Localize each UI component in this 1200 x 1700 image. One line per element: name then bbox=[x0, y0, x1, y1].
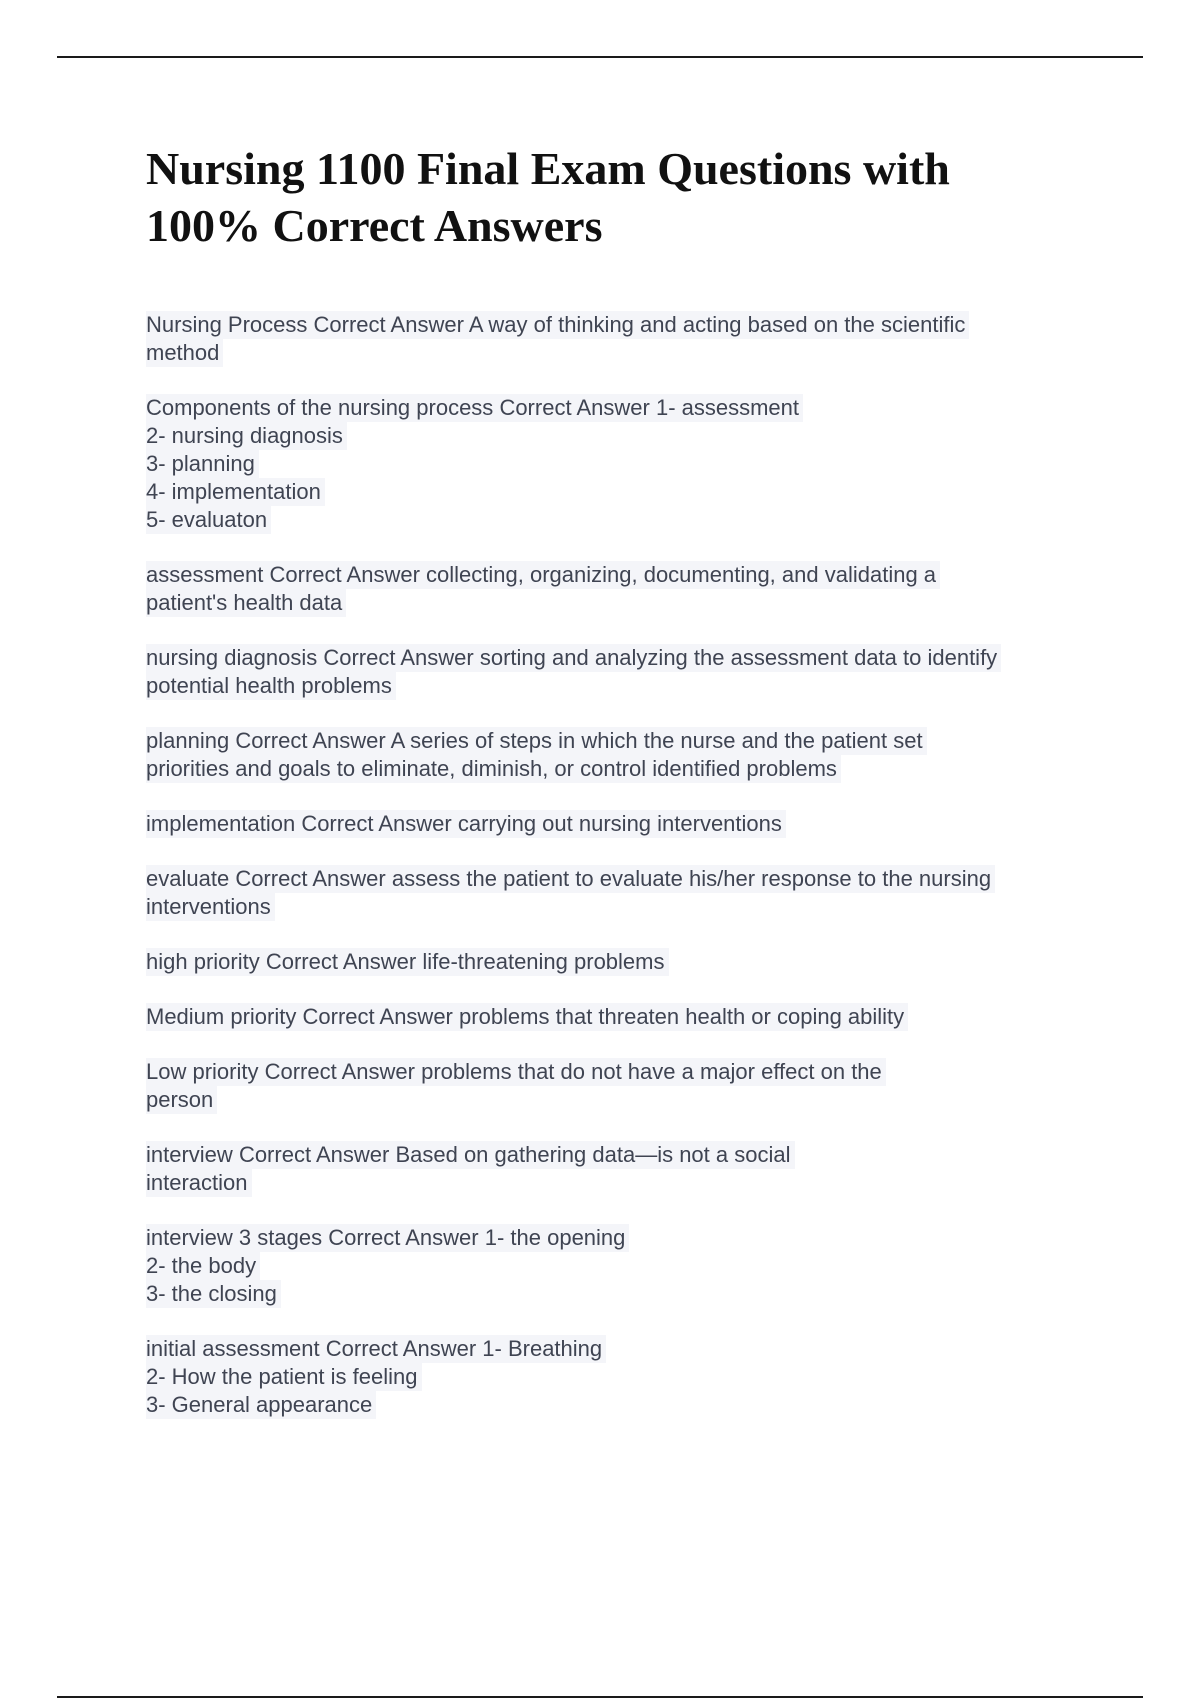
qa-term: high priority bbox=[146, 949, 260, 974]
answer-text: Based on gathering data—is not a social bbox=[395, 1142, 791, 1167]
header-rule bbox=[57, 56, 1143, 58]
answer-text: collecting, organizing, documenting, and validating a bbox=[426, 562, 937, 587]
correct-answer-label: Correct Answer bbox=[235, 728, 386, 753]
answer-text: A way of thinking and acting based on the scientific bbox=[468, 312, 966, 337]
qa-term: interview bbox=[146, 1142, 233, 1167]
qa-term: Medium priority bbox=[146, 1004, 297, 1029]
qa-list bbox=[146, 311, 1106, 1419]
title-line: Nursing 1100 Final Exam Questions with bbox=[146, 143, 950, 194]
answer-text: 1- assessment bbox=[655, 395, 800, 420]
footer-rule bbox=[57, 1696, 1143, 1698]
qa-term: interview 3 stages bbox=[146, 1225, 323, 1250]
answer-text: life-threatening problems bbox=[422, 949, 665, 974]
qa-entry bbox=[146, 1058, 1106, 1114]
answer-line: method bbox=[146, 339, 223, 367]
qa-term: implementation bbox=[146, 811, 296, 836]
qa-entry bbox=[146, 394, 1106, 534]
qa-term: assessment bbox=[146, 562, 264, 587]
answer-line: 2- the body bbox=[146, 1252, 260, 1280]
qa-first-line bbox=[146, 865, 995, 893]
qa-term: initial assessment bbox=[146, 1336, 320, 1361]
qa-first-line bbox=[146, 948, 669, 976]
answer-text: assess the patient to evaluate his/her response to the nursing bbox=[391, 866, 992, 891]
qa-entry bbox=[146, 561, 1106, 617]
title-line: 100% Correct Answers bbox=[146, 200, 603, 251]
answer-line: potential health problems bbox=[146, 672, 396, 700]
correct-answer-label: Correct Answer bbox=[328, 1225, 479, 1250]
answer-line: interaction bbox=[146, 1169, 252, 1197]
answer-line: priorities and goals to eliminate, diminish, or control identified problems bbox=[146, 755, 841, 783]
correct-answer-label: Correct Answer bbox=[264, 1059, 415, 1084]
correct-answer-label: Correct Answer bbox=[235, 866, 386, 891]
correct-answer-label: Correct Answer bbox=[301, 811, 452, 836]
answer-line: 4- implementation bbox=[146, 478, 325, 506]
qa-entry bbox=[146, 644, 1106, 700]
qa-entry bbox=[146, 1003, 1106, 1031]
answer-line: person bbox=[146, 1086, 217, 1114]
qa-first-line bbox=[146, 1335, 606, 1363]
answer-text: 1- Breathing bbox=[482, 1336, 603, 1361]
correct-answer-label: Correct Answer bbox=[302, 1004, 453, 1029]
qa-first-line bbox=[146, 727, 927, 755]
correct-answer-label: Correct Answer bbox=[325, 1336, 477, 1361]
qa-term: planning bbox=[146, 728, 230, 753]
qa-term: evaluate bbox=[146, 866, 230, 891]
qa-term: Components of the nursing process bbox=[146, 395, 494, 420]
document-body bbox=[146, 140, 1106, 1446]
qa-entry bbox=[146, 1335, 1106, 1419]
page-title bbox=[146, 140, 1106, 254]
answer-line: interventions bbox=[146, 893, 275, 921]
answer-text: A series of steps in which the nurse and the patient set bbox=[390, 728, 923, 753]
qa-first-line bbox=[146, 1058, 886, 1086]
answer-text: carrying out nursing interventions bbox=[457, 811, 782, 836]
qa-entry bbox=[146, 1224, 1106, 1308]
answer-line: 3- the closing bbox=[146, 1280, 281, 1308]
answer-text: 1- the opening bbox=[484, 1225, 626, 1250]
qa-term: Low priority bbox=[146, 1059, 259, 1084]
correct-answer-label: Correct Answer bbox=[323, 645, 474, 670]
answer-line: 2- nursing diagnosis bbox=[146, 422, 347, 450]
qa-first-line bbox=[146, 1141, 795, 1169]
correct-answer-label: Correct Answer bbox=[499, 395, 650, 420]
answer-text: sorting and analyzing the assessment data to identify bbox=[479, 645, 998, 670]
qa-entry bbox=[146, 727, 1106, 783]
qa-entry bbox=[146, 865, 1106, 921]
qa-first-line bbox=[146, 1003, 908, 1031]
answer-text: problems that threaten health or coping ability bbox=[459, 1004, 905, 1029]
correct-answer-label: Correct Answer bbox=[313, 312, 464, 337]
correct-answer-label: Correct Answer bbox=[265, 949, 417, 974]
answer-line: 5- evaluaton bbox=[146, 506, 271, 534]
qa-first-line bbox=[146, 311, 969, 339]
answer-text: problems that do not have a major effect on the bbox=[421, 1059, 882, 1084]
qa-term: nursing diagnosis bbox=[146, 645, 318, 670]
qa-first-line bbox=[146, 644, 1001, 672]
qa-first-line bbox=[146, 561, 940, 589]
qa-first-line bbox=[146, 810, 786, 838]
correct-answer-label: Correct Answer bbox=[238, 1142, 390, 1167]
answer-line: patient's health data bbox=[146, 589, 346, 617]
answer-line: 3- planning bbox=[146, 450, 259, 478]
qa-entry bbox=[146, 311, 1106, 367]
qa-first-line bbox=[146, 1224, 629, 1252]
answer-line: 3- General appearance bbox=[146, 1391, 376, 1419]
qa-first-line bbox=[146, 394, 803, 422]
qa-entry bbox=[146, 948, 1106, 976]
correct-answer-label: Correct Answer bbox=[269, 562, 420, 587]
qa-entry bbox=[146, 810, 1106, 838]
qa-entry bbox=[146, 1141, 1106, 1197]
qa-term: Nursing Process bbox=[146, 312, 308, 337]
answer-line: 2- How the patient is feeling bbox=[146, 1363, 422, 1391]
